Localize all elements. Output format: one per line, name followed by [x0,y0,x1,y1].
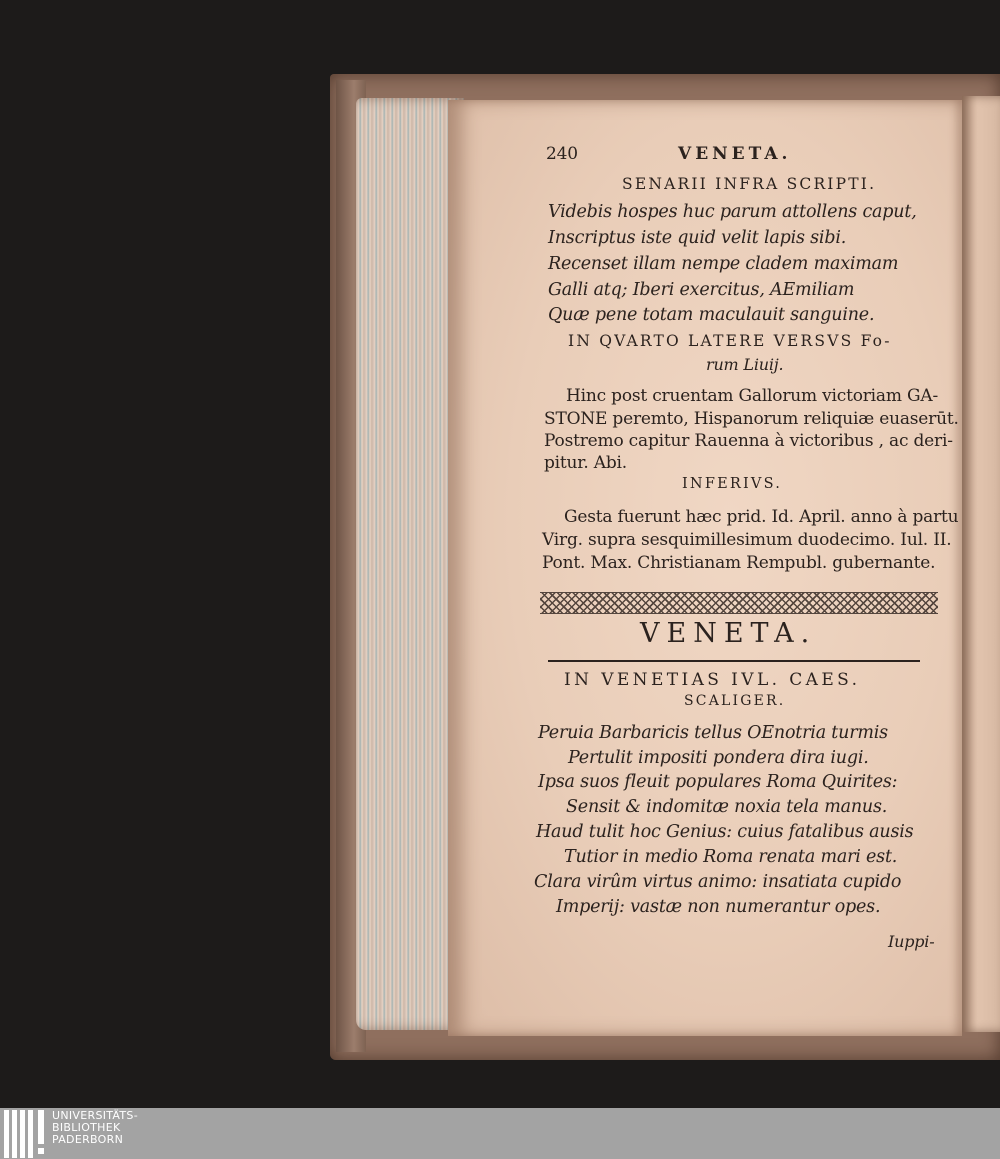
heading-inferius: INFERIVS. [682,476,783,492]
library-name-line3: PADERBORN [52,1133,124,1146]
verse-line: Recenset illam nempe cladem maximam [548,254,899,274]
verse-line: Videbis hospes huc parum attollens caput, [548,202,917,222]
prose-line: Virg. supra sesquimillesimum duodecimo. Iul. II. [542,530,952,550]
verse-line: Galli atq; Iberi exercitus, AEmiliam [548,280,855,300]
heading-quarto: IN QVARTO LATERE VERSVS Fo- [568,332,892,350]
heading-quarto-cont: rum Liuij. [706,355,784,374]
verse-line: Ipsa suos fleuit populares Roma Quirites: [538,772,898,792]
catchword: Iuppi- [888,932,935,951]
verse-line: Haud tulit hoc Genius: cuius fatalibus ausis [536,822,914,842]
verse-line: Pertulit impositi pondera dira iugi. [568,748,869,768]
verse-line: Inscriptus iste quid velit lapis sibi. [548,228,847,248]
running-title: VENETA. [678,144,792,164]
prose-line: Pont. Max. Christianam Rempubl. gubernante. [542,553,936,573]
library-name-line1: UNIVERSITÄTS- [52,1109,138,1122]
library-footer [0,1108,1000,1159]
verse-line: Clara virûm virtus animo: insatiata cupido [534,872,902,892]
section-title: VENETA. [640,618,817,649]
ornamental-border [540,592,938,614]
verse-line: Imperij: vastæ non numerantur opes. [556,897,881,917]
prose-line: pitur. Abi. [544,453,627,473]
prose-line: STONE peremto, Hispanorum reliquiæ euaserūt. [544,409,959,429]
verse-line: Quæ pene totam maculauit sanguine. [548,305,875,325]
library-logo-icon [0,1110,46,1158]
prose-line: Hinc post cruentam Gallorum victoriam GA- [566,386,938,406]
title-rule [548,660,920,662]
verse-line: Peruia Barbaricis tellus OEnotria turmis [538,723,888,743]
prose-line: Gesta fuerunt hæc prid. Id. April. anno à partu [564,507,959,527]
prose-line: Postremo capitur Rauenna à victoribus , ac deri- [544,431,953,451]
heading-scaliger: IN VENETIAS IVL. CAES. [564,670,861,690]
verse-line: Sensit & indomitæ noxia tela manus. [566,797,888,817]
verse-line: Tutior in medio Roma renata mari est. [564,847,898,867]
page-number: 240 [546,144,578,164]
facing-page-edge [962,96,1000,1032]
heading-senarii: SENARII INFRA SCRIPTI. [622,175,877,193]
library-name-line2: BIBLIOTHEK [52,1121,121,1134]
heading-scaliger-cont: SCALIGER. [684,693,786,709]
